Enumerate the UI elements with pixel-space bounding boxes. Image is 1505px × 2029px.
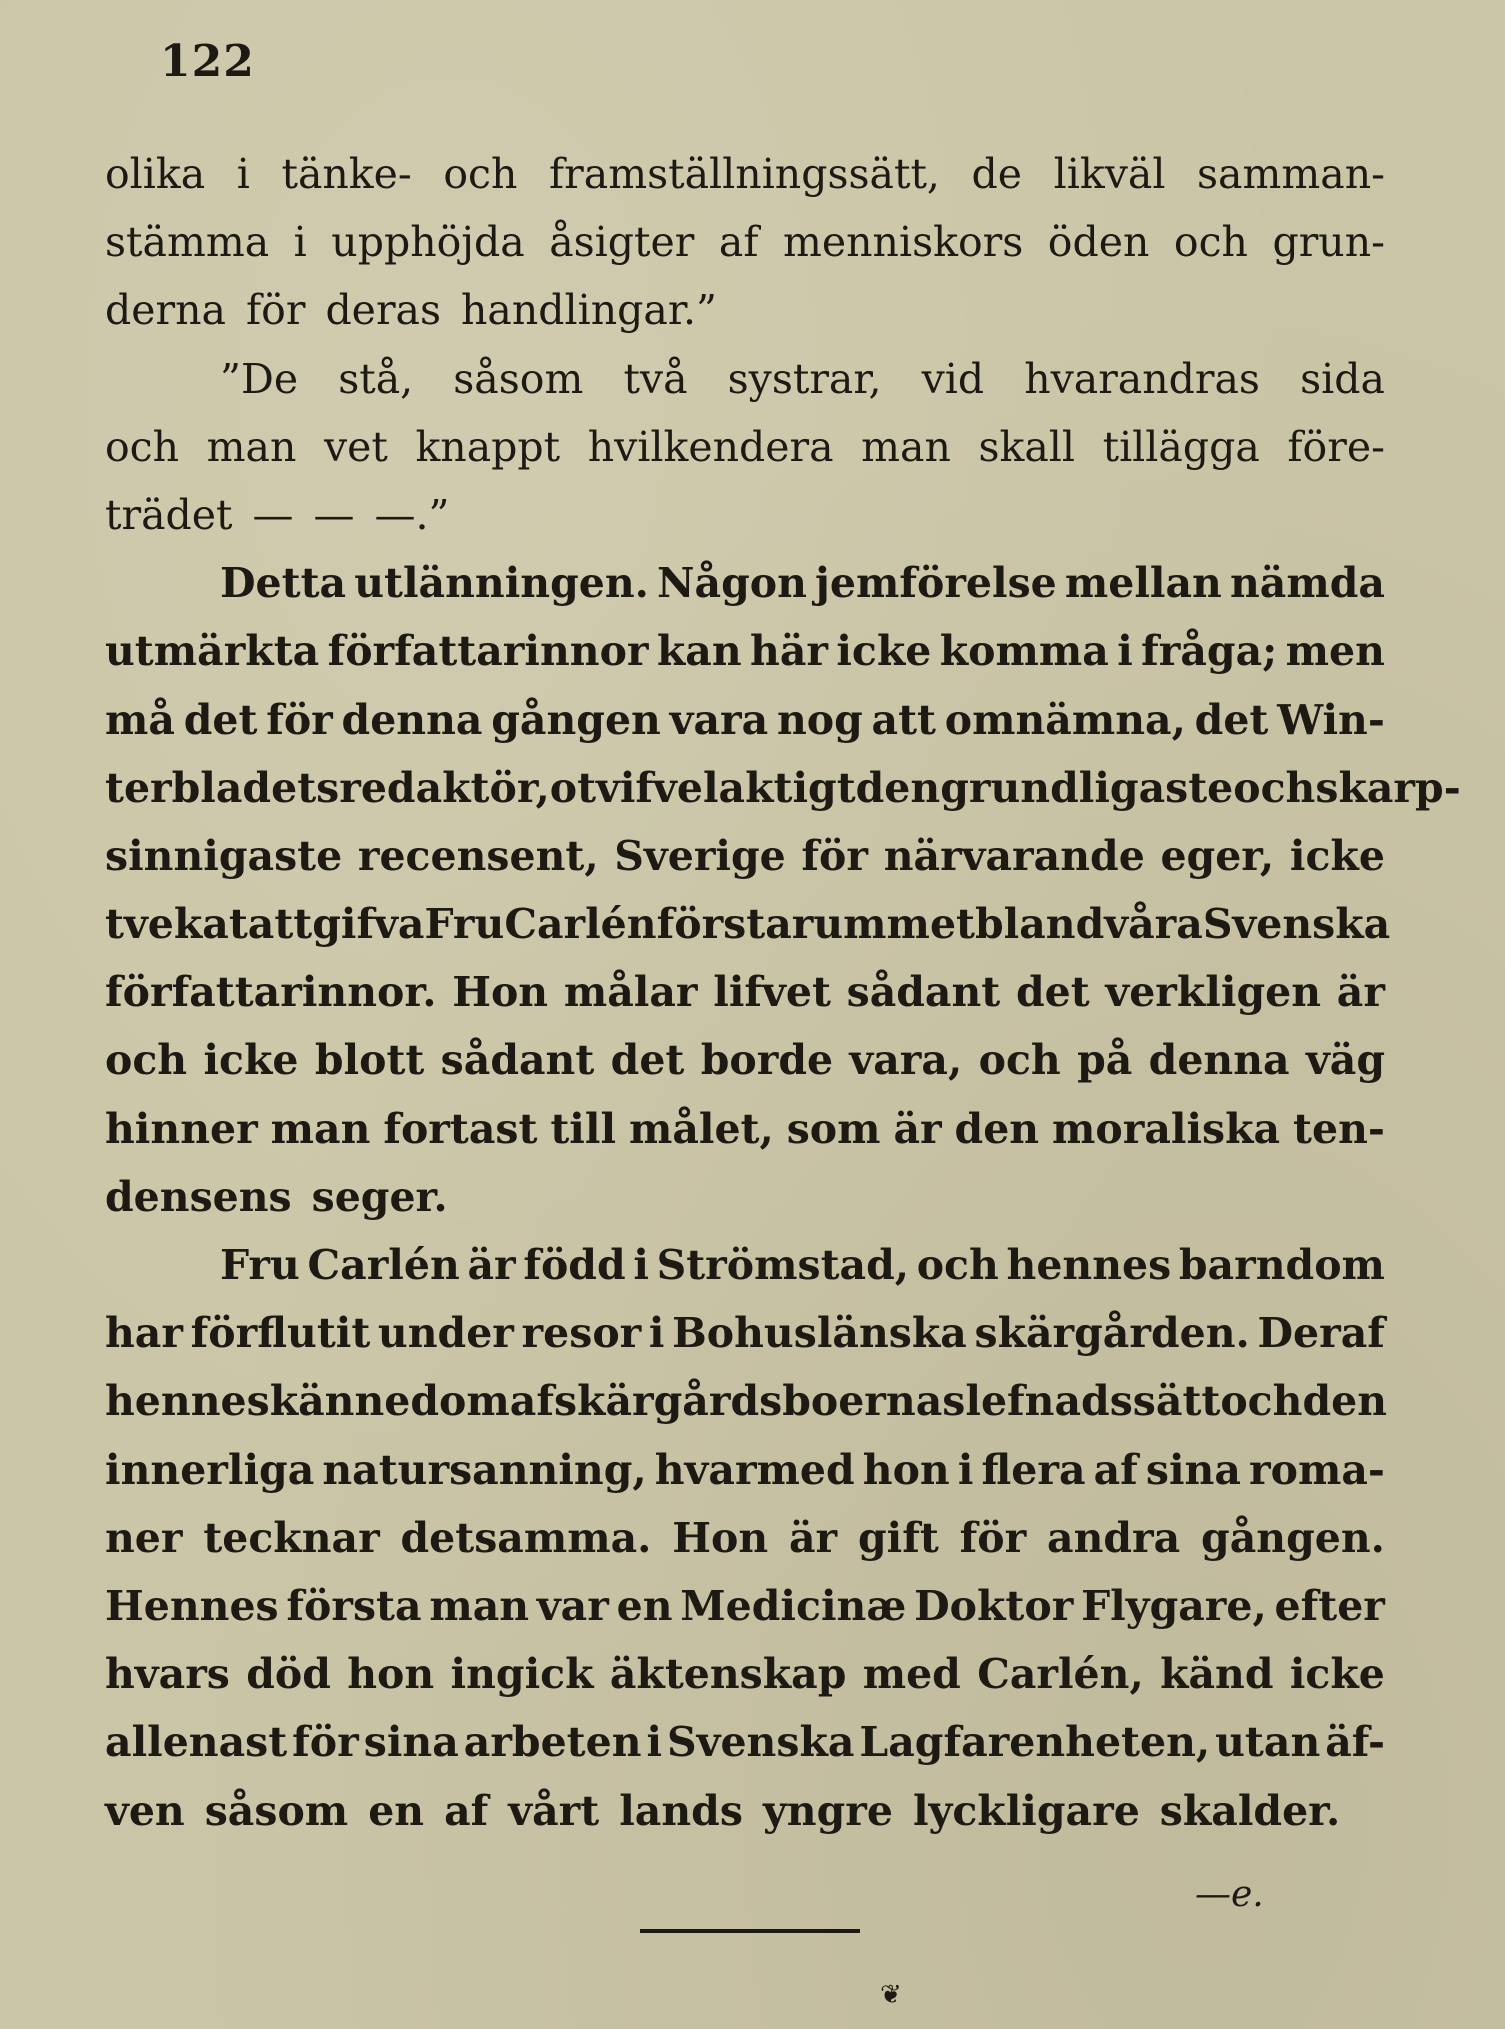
word: nog (776, 695, 863, 744)
word: Svenska (1202, 900, 1391, 949)
printer-ornament: ❦ (880, 1980, 902, 2010)
word: icke (836, 627, 932, 676)
word: menniskors (783, 218, 1024, 267)
word: Bohuslänska (672, 1309, 967, 1358)
word: för (801, 831, 869, 880)
word: utlänningen. (354, 559, 649, 608)
word: gången. (1201, 1513, 1385, 1562)
word: hvarmed (654, 1445, 855, 1494)
word: det (1194, 695, 1269, 744)
text-line (105, 958, 1385, 1026)
word: Svenska (667, 1718, 855, 1767)
word: Win- (1277, 695, 1385, 744)
word: hennes (1006, 1241, 1172, 1289)
text-line (105, 276, 1385, 344)
word: äf- (1325, 1718, 1385, 1767)
word: kännedom (269, 1377, 510, 1426)
text-line (105, 1163, 1385, 1231)
word: Hennes (105, 1581, 279, 1630)
text-line (105, 1777, 1385, 1845)
word: komma (939, 627, 1109, 676)
text-line (105, 481, 1385, 549)
word: lifvet (713, 968, 831, 1017)
word: blott (314, 1036, 425, 1085)
word: stå, (338, 354, 414, 403)
text-line (105, 413, 1385, 481)
word: utmärkta (105, 627, 320, 676)
word: grun- (1272, 218, 1385, 267)
paragraph (105, 345, 1385, 550)
word: för (292, 1718, 359, 1767)
word: har (105, 1309, 183, 1358)
word: arbeten (463, 1718, 642, 1767)
word: hennes (105, 1377, 270, 1426)
word: sinnigaste (105, 831, 343, 880)
word: densens (105, 1172, 292, 1221)
text-line (105, 822, 1385, 890)
word: och (443, 150, 518, 198)
word: man (206, 422, 297, 471)
word: sådant (440, 1036, 595, 1085)
word: Detta (220, 559, 347, 608)
word: känd (1160, 1650, 1274, 1699)
text-line (105, 890, 1391, 958)
word: väg (1305, 1036, 1385, 1085)
word: rummet (791, 900, 975, 949)
word: skalder. (1159, 1786, 1341, 1835)
word: här (750, 627, 829, 676)
word: man (429, 1581, 530, 1630)
word: framställningssätt, (549, 150, 940, 198)
word: och (1220, 1377, 1303, 1426)
word: i (293, 218, 307, 267)
word: är (893, 1104, 942, 1153)
word: verkligen (1105, 968, 1322, 1017)
word: och (105, 422, 180, 471)
word: handlingar.” (461, 286, 717, 335)
word: roma- (1249, 1445, 1385, 1494)
word: upphöjda (331, 218, 525, 267)
text-line (105, 1504, 1385, 1572)
word: af (444, 1786, 489, 1835)
word: första (286, 1581, 422, 1630)
word: åsigter (549, 218, 695, 267)
word: fråga; (1141, 627, 1278, 676)
word: eger, (1160, 831, 1275, 880)
paragraph (105, 549, 1461, 1231)
word: gifva (312, 900, 425, 949)
word: man (861, 422, 951, 471)
word: var (536, 1581, 609, 1630)
word: med (862, 1650, 961, 1699)
word: målar (563, 968, 698, 1017)
word: men (1285, 627, 1385, 676)
word: för (245, 286, 306, 335)
word: tecknar (203, 1513, 380, 1562)
word: de (971, 150, 1023, 198)
word: — (252, 490, 294, 539)
word: resor (521, 1309, 642, 1358)
word: icke (1289, 831, 1385, 880)
word: skärgården. (974, 1309, 1250, 1358)
word: sina (363, 1718, 459, 1767)
body-text (105, 140, 1461, 1845)
word: natursanning, (322, 1445, 647, 1494)
word: af (509, 1377, 554, 1426)
word: knappt (415, 422, 561, 471)
word: ingick (450, 1650, 594, 1699)
word: derna (105, 286, 226, 335)
word: målet, (628, 1104, 774, 1153)
word: systrar, (727, 354, 882, 403)
word: och (978, 1036, 1061, 1085)
word: äktenskap (609, 1650, 847, 1699)
word: Lagfarenheten, (859, 1718, 1211, 1767)
word: och (916, 1241, 999, 1289)
word: den (855, 763, 941, 812)
word: ten- (1293, 1104, 1385, 1153)
text-line (105, 1436, 1385, 1504)
word: af (1093, 1445, 1138, 1494)
word: och (1173, 218, 1248, 267)
word: i (648, 1309, 665, 1358)
word: deras (325, 286, 442, 335)
word: allenast (105, 1718, 288, 1767)
word: och (105, 1036, 188, 1085)
word: det (183, 695, 258, 744)
word: otvifvelaktigt (549, 763, 856, 812)
word: olika (105, 150, 206, 198)
word: redaktör, (339, 763, 550, 812)
word: för (266, 695, 333, 744)
word: Medicinæ (680, 1581, 907, 1630)
word: fortast (383, 1104, 538, 1153)
word: Carlén (307, 1241, 460, 1289)
word: våra (1104, 900, 1203, 949)
text-line (105, 1572, 1385, 1640)
word: gången (491, 695, 661, 744)
word: —.” (374, 490, 450, 539)
word: en (616, 1581, 673, 1630)
text-line (105, 1095, 1385, 1163)
word: jemförelse (815, 559, 1057, 608)
word: såsom (204, 1786, 349, 1835)
word: för (959, 1513, 1027, 1562)
word: tillägga (1102, 422, 1260, 471)
word: författarinnor (327, 627, 649, 676)
word: i (957, 1445, 974, 1494)
word: förflutit (190, 1309, 371, 1358)
word: sådant (846, 968, 1001, 1017)
word: Deraf (1257, 1309, 1385, 1358)
word: Sverige (614, 831, 786, 880)
word: hvilkendera (587, 422, 834, 471)
word: hon (862, 1445, 950, 1494)
word: lands (619, 1786, 743, 1835)
text-line (105, 1299, 1385, 1367)
word: en (368, 1786, 425, 1835)
word: denna (341, 695, 483, 744)
word: skarp- (1315, 763, 1461, 812)
text-line (105, 686, 1385, 754)
word: borde (700, 1036, 834, 1085)
word: under (377, 1309, 514, 1358)
word: detsamma. (400, 1513, 652, 1562)
text-line (105, 754, 1461, 822)
word: i (646, 1718, 663, 1767)
word: Hon (672, 1513, 769, 1562)
text-line (105, 208, 1385, 276)
word: är (467, 1241, 516, 1289)
word: sina (1145, 1445, 1241, 1494)
word: man (270, 1104, 371, 1153)
word: denna (1148, 1036, 1290, 1085)
word: Hon (452, 968, 549, 1017)
word: den (1302, 1377, 1388, 1426)
word: hvarandras (1024, 354, 1260, 403)
text-line (105, 1708, 1385, 1776)
word: Doktor (914, 1581, 1074, 1630)
word: af (718, 218, 759, 267)
text-line (105, 345, 1385, 413)
word: är (1336, 968, 1385, 1017)
word: stämma (105, 218, 270, 267)
word: Någon (657, 559, 807, 608)
word: född (523, 1241, 626, 1289)
text-line (105, 1026, 1385, 1094)
word: Flygare, (1081, 1581, 1267, 1630)
word: ner (105, 1513, 183, 1562)
word: seger. (311, 1172, 448, 1221)
word: före- (1287, 422, 1385, 471)
word: det (610, 1036, 685, 1085)
word: såsom (453, 354, 584, 403)
word: vara (669, 695, 769, 744)
word: kan (656, 627, 742, 676)
word: hinner (105, 1104, 258, 1153)
word: att (871, 695, 936, 744)
word: lyckligare (912, 1786, 1140, 1835)
word: vet (323, 422, 388, 471)
word: på (1077, 1036, 1133, 1085)
word: närvarande (883, 831, 1145, 880)
word: i (633, 1241, 649, 1289)
word: bland (974, 900, 1105, 949)
word: i (1117, 627, 1133, 676)
word: tänke- (281, 150, 412, 198)
word: Strömstad, (656, 1241, 910, 1289)
word: ”De (220, 354, 299, 403)
word: till (550, 1104, 617, 1153)
word: Carlén, (977, 1650, 1144, 1699)
word: utan (1215, 1718, 1321, 1767)
word: ven (105, 1786, 185, 1835)
word: skärgårdsboernas (553, 1377, 966, 1426)
text-line (105, 549, 1385, 617)
word: andra (1047, 1513, 1181, 1562)
word: hvars (105, 1650, 230, 1699)
paragraph (105, 140, 1385, 345)
word: skall (978, 422, 1076, 471)
word: sida (1300, 354, 1385, 403)
word: innerliga (105, 1445, 315, 1494)
word: lefnadssätt (965, 1377, 1221, 1426)
word: grundligaste (940, 763, 1234, 812)
word: omnämna, (944, 695, 1186, 744)
word: det (1015, 968, 1090, 1017)
word: gift (857, 1513, 939, 1562)
word: två (623, 354, 688, 403)
word: som (786, 1104, 881, 1153)
word: död (246, 1650, 331, 1699)
word: icke (203, 1036, 299, 1085)
word: må (105, 695, 175, 744)
text-line (105, 617, 1385, 685)
word: trädet (105, 490, 233, 539)
word: är (788, 1513, 838, 1562)
text-line (105, 1640, 1385, 1708)
word: samman- (1197, 150, 1385, 198)
text-line (105, 140, 1385, 208)
word: moraliska (1052, 1104, 1281, 1153)
word: i (236, 150, 250, 198)
word: terbladets (105, 763, 340, 812)
word: hon (347, 1650, 435, 1699)
word: att (247, 900, 313, 949)
word: efter (1274, 1581, 1385, 1630)
text-line (105, 1231, 1385, 1299)
word: icke (1289, 1650, 1385, 1699)
word: vid (921, 354, 985, 403)
word: den (954, 1104, 1040, 1153)
text-line (105, 1367, 1388, 1435)
word: författarinnor. (105, 968, 437, 1017)
word: mellan (1064, 559, 1222, 608)
page-number: 122 (160, 36, 255, 87)
paragraph (105, 1231, 1388, 1845)
word: Fru (424, 900, 505, 949)
section-end-rule (640, 1929, 860, 1933)
word: och (1233, 763, 1316, 812)
word: tvekat (105, 900, 248, 949)
word: — (313, 490, 355, 539)
word: vara, (849, 1036, 963, 1085)
word: första (656, 900, 792, 949)
word: nämda (1229, 559, 1385, 608)
word: yngre (762, 1786, 893, 1835)
author-signature: —e. (1195, 1874, 1264, 1915)
word: flera (981, 1445, 1086, 1494)
word: Carlén (504, 900, 657, 949)
word: likväl (1053, 150, 1166, 198)
word: Fru (220, 1241, 300, 1289)
word: öden (1047, 218, 1150, 267)
word: barndom (1178, 1241, 1385, 1289)
word: vårt (508, 1786, 600, 1835)
word: recensent, (357, 831, 599, 880)
